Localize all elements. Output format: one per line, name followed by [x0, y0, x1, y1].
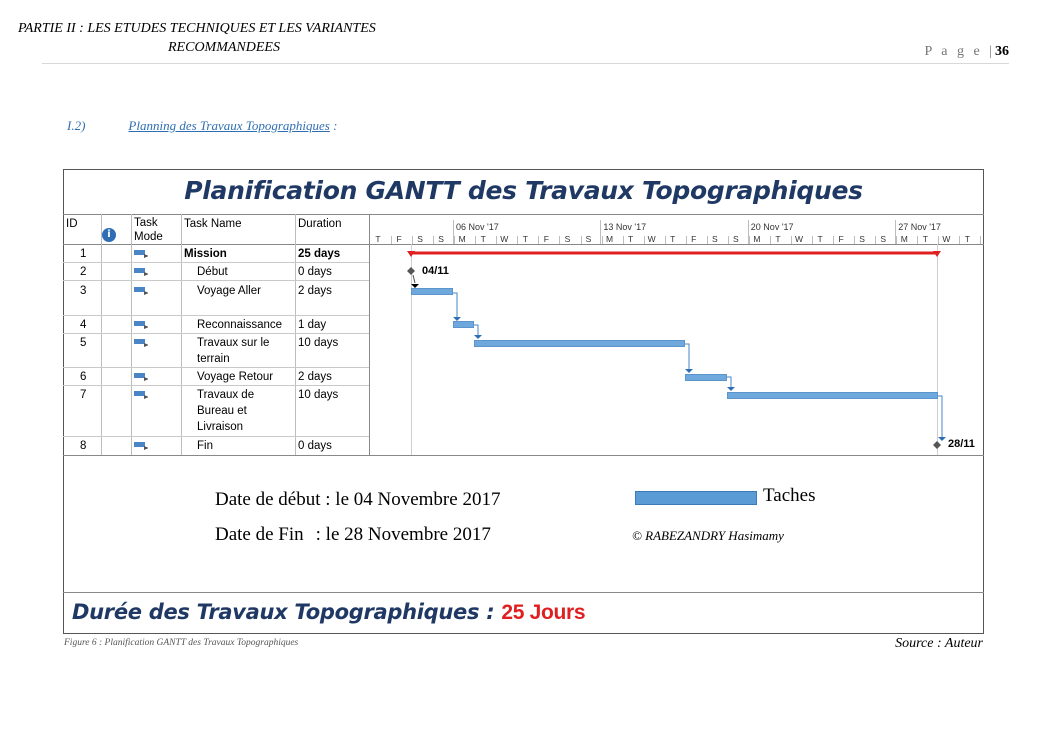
document-header-title — [18, 19, 468, 57]
timescale-day-label: T — [817, 234, 823, 244]
row-sep — [63, 367, 369, 368]
copyright-text: © RABEZANDRY Hasimamy — [632, 528, 784, 543]
task-name: Voyage Aller — [197, 285, 261, 297]
header-divider — [42, 63, 1009, 64]
task-bar-reconnaissance[interactable] — [453, 321, 474, 328]
timescale-week-tick — [453, 220, 454, 244]
timescale-day-label: M — [753, 234, 761, 244]
end-date-text — [215, 524, 491, 546]
dependency-link — [938, 396, 942, 437]
timescale-day-label: S — [564, 234, 571, 244]
col-header-name: Task Name — [184, 218, 242, 230]
task-name: Début — [197, 266, 228, 278]
col-header-id: ID — [66, 218, 78, 230]
timescale-day-label: S — [859, 234, 865, 244]
timescale-day-tick — [980, 236, 981, 244]
timescale-week-label: 06 Nov '17 — [456, 222, 499, 232]
start-milestone-icon — [407, 267, 415, 275]
duration-banner-label: Durée des Travaux Topographiques : — [72, 600, 495, 624]
banner-top-border — [63, 592, 984, 593]
task-duration: 1 day — [298, 319, 327, 331]
task-name: Reconnaissance — [197, 319, 283, 331]
task-duration: 10 days — [298, 337, 339, 349]
col-divider-id — [101, 214, 102, 455]
task-name-line: Travaux sur le — [197, 337, 270, 349]
col-divider-name — [181, 214, 182, 455]
timescale-day-label: M — [606, 234, 614, 244]
task-name-line: Bureau et — [197, 405, 247, 417]
col-divider-duration — [295, 214, 296, 455]
task-mode-auto-icon — [134, 286, 148, 295]
task-id: 5 — [80, 337, 87, 349]
task-mode-auto-icon — [134, 441, 148, 450]
section-heading — [67, 118, 337, 134]
task-name: Mission — [184, 248, 227, 260]
row-sep — [63, 262, 369, 263]
timescale-day-label: T — [964, 234, 970, 244]
section-title-link[interactable]: Planning des Travaux Topographiques — [128, 118, 330, 133]
task-id: 8 — [80, 440, 87, 452]
task-name — [197, 387, 254, 435]
dependency-link — [413, 275, 415, 283]
task-duration: 0 days — [298, 266, 332, 278]
dependency-link — [453, 293, 457, 317]
dependency-link — [685, 344, 689, 370]
timescale-day-label: F — [396, 234, 402, 244]
timescale-week-label: 27 Nov '17 — [898, 222, 941, 232]
task-bar-travaux-bureau[interactable] — [727, 392, 938, 399]
table-top-border — [63, 214, 984, 215]
timescale-day-label: T — [375, 234, 381, 244]
task-mode-auto-icon — [134, 267, 148, 276]
table-bottom-border — [63, 455, 984, 456]
col-header-mode — [134, 216, 163, 244]
task-id: 1 — [80, 248, 87, 260]
start-milestone-label: 04/11 — [422, 265, 449, 277]
info-icon: i — [102, 228, 116, 242]
task-name: Voyage Retour — [197, 371, 274, 383]
dependency-link — [727, 377, 731, 388]
timescale-day-label: F — [838, 234, 844, 244]
duration-banner-value: 25 Jours — [501, 601, 586, 624]
gantt-chart-bars — [369, 244, 984, 455]
section-suffix: : — [329, 118, 338, 133]
timescale-day-label: T — [775, 234, 781, 244]
dependency-arrow-icon — [474, 335, 482, 339]
timescale-day-label: W — [647, 234, 656, 244]
task-bar-travaux-terrain[interactable] — [474, 340, 685, 347]
task-id: 7 — [80, 389, 87, 401]
header-title-line2: RECOMMANDEES — [168, 40, 280, 55]
task-bar-voyage-aller[interactable] — [411, 288, 453, 295]
timescale-day-label: T — [627, 234, 634, 244]
task-mode-auto-icon — [134, 249, 148, 258]
row-sep — [63, 385, 369, 386]
task-duration: 0 days — [298, 440, 332, 452]
timescale-day-label: F — [691, 234, 697, 244]
duration-banner — [72, 600, 585, 625]
timescale-day-label: F — [543, 234, 549, 244]
timescale-day-label: W — [942, 234, 951, 244]
timescale-day-label: W — [500, 234, 509, 244]
task-name-line: Livraison — [197, 421, 244, 433]
task-name — [197, 335, 269, 367]
section-number: I.2) — [67, 118, 86, 133]
col-header-mode-line1: Task — [134, 217, 158, 229]
timescale-week-tick — [895, 220, 896, 244]
timescale-day-label: S — [438, 234, 444, 244]
dependency-link — [474, 325, 478, 336]
task-mode-auto-icon — [134, 320, 148, 329]
page-label: P a g e | — [924, 44, 995, 59]
timescale-week-label: 20 Nov '17 — [750, 222, 794, 232]
timescale-day-label: T — [522, 234, 528, 244]
timescale-day-label: M — [458, 234, 466, 244]
legend-task-swatch — [635, 491, 757, 505]
task-name-line: Travaux de — [197, 389, 255, 401]
timescale-day-label: S — [585, 234, 592, 244]
row-sep — [63, 436, 369, 437]
task-id: 2 — [80, 266, 87, 278]
end-date-label: Date de Fin — [215, 524, 304, 545]
end-milestone-label: 28/11 — [948, 438, 975, 450]
dependency-arrow-icon — [938, 437, 946, 441]
dependency-arrow-icon — [685, 369, 693, 373]
col-divider-mode — [131, 214, 132, 455]
timescale-day-label: S — [711, 234, 718, 244]
timescale-day-label: W — [794, 234, 804, 244]
row-sep — [63, 333, 369, 334]
timescale-day-label: S — [880, 234, 887, 244]
page-number: 36 — [995, 44, 1009, 59]
timescale-week-tick — [748, 220, 749, 244]
task-name-line: terrain — [197, 353, 230, 365]
figure-caption: Figure 6 : Planification GANTT des Travaux Topographiques — [64, 638, 299, 648]
start-date-text: Date de début : le 04 Novembre 2017 — [215, 489, 501, 510]
timescale-day-label: S — [733, 234, 739, 244]
timescale-week-label: 13 Nov '17 — [603, 222, 647, 232]
col-header-mode-line2: Mode — [134, 231, 163, 243]
dependency-arrow-icon — [727, 387, 735, 391]
legend-label: Taches — [763, 485, 816, 506]
col-header-duration: Duration — [298, 218, 342, 230]
timescale-day-label: T — [480, 234, 486, 244]
timescale-day-label: T — [670, 234, 676, 244]
task-duration: 2 days — [298, 371, 332, 383]
task-duration: 10 days — [298, 389, 339, 401]
task-bar-voyage-retour[interactable] — [685, 374, 727, 381]
task-mode-auto-icon — [134, 338, 148, 347]
task-mode-auto-icon — [134, 390, 148, 399]
task-mode-auto-icon — [134, 372, 148, 381]
row-sep — [63, 280, 369, 281]
task-name: Fin — [197, 440, 213, 452]
page-number-label — [925, 44, 1010, 60]
end-date-value: : le 28 Novembre 2017 — [315, 524, 491, 545]
timescale-day-label: M — [900, 234, 908, 244]
figure-source: Source : Auteur — [895, 636, 983, 651]
row-sep — [63, 315, 369, 316]
timescale-day-label: S — [417, 234, 423, 244]
timescale-day-label: T — [922, 234, 928, 244]
timescale-week-tick — [600, 220, 601, 244]
end-milestone-icon — [933, 441, 941, 449]
task-id: 4 — [80, 319, 87, 331]
header-title-line1: PARTIE II : LES ETUDES TECHNIQUES ET LES VARIANTES — [18, 21, 376, 36]
task-id: 6 — [80, 371, 87, 383]
task-duration: 25 days — [298, 248, 341, 260]
task-id: 3 — [80, 285, 87, 297]
gantt-title: Planification GANTT des Travaux Topographiques — [184, 176, 863, 205]
task-duration: 2 days — [298, 285, 332, 297]
